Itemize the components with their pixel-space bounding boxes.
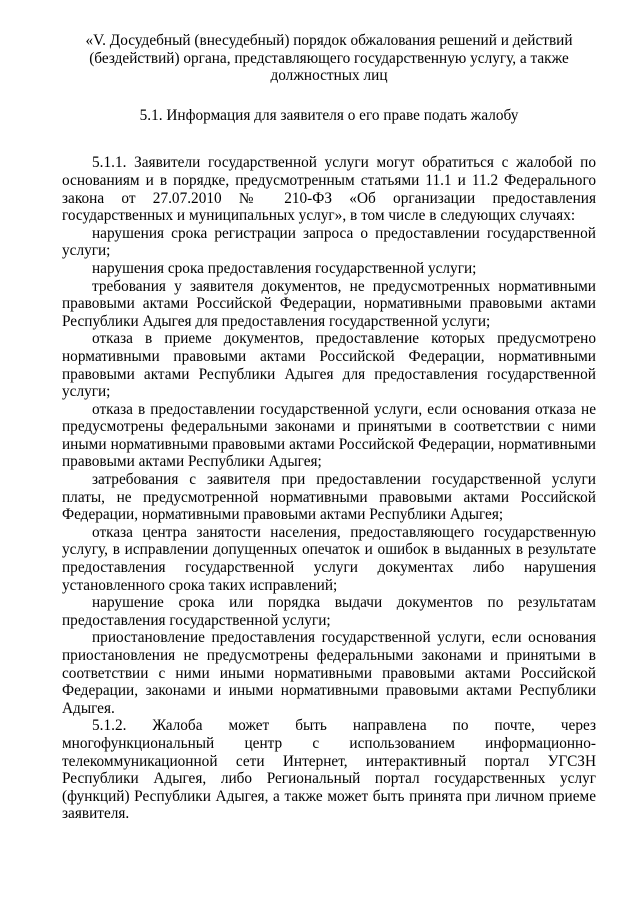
paragraph-5-1-1: 5.1.1. Заявители государственной услуги могут обратиться с жалобой по основаниям и в порядке, предусмотренным статьями 11.1 и 11.2 Федерального закона от 27.07.2010 № 210-ФЗ «Об организации предоставления государственных и муниципальных услуг», в том числе в следующих случаях: bbox=[62, 154, 596, 225]
list-item-refusal-of-service: отказа в предоставлении государственной услуги, если основания отказа не предусмотрены федеральными законами и принятыми в соответствии с ними иными нормативными правовыми актами Российской Федерации, нормативными правовыми актами Республики Адыгея; bbox=[62, 400, 596, 471]
list-item-service-deadline: нарушения срока предоставления государственной услуги; bbox=[92, 259, 477, 277]
list-item-suspension: приостановление предоставления государственной услуги, если основания приостановления не предусмотрены федеральными законами и принятыми в соответствии с ними иными нормативными правовыми актами Российской Федерации, законами и иными нормативными правовыми актами Республики Адыгея. bbox=[62, 629, 596, 717]
paragraph-5-1-2: 5.1.2. Жалоба может быть направлена по почте, через многофункциональный центр с использованием информационно-телекоммуникационной сети Интернет, интерактивный портал УГСЗН Республики Адыгея, либо Региональный портал государственных услуг (функций) Республики Адыгея, а также может быть принята при личном приеме заявителя. bbox=[62, 717, 596, 823]
document-page bbox=[62, 20, 596, 823]
list-item-registration-deadline: нарушения срока регистрации запроса о предоставлении государственной услуги; bbox=[62, 224, 596, 260]
list-item-demand-of-fee: затребования с заявителя при предоставлении государственной услуги платы, не предусмотренной нормативными правовыми актами Российской Федерации, нормативными правовыми актами Республики Адыгея; bbox=[62, 471, 596, 524]
list-item-issuance-violation: нарушение срока или порядка выдачи документов по результатам предоставления государственной услуги; bbox=[62, 594, 596, 629]
list-item-refusal-to-accept: отказа в приеме документов, предоставление которых предусмотрено нормативными правовыми актами Российской Федерации, нормативными правовыми актами Республики Адыгея для предоставления государственной услуги; bbox=[62, 330, 596, 401]
list-item-refusal-to-correct: отказа центра занятости населения, предоставляющего государственную услугу, в исправлении допущенных опечаток и ошибок в выданных в результате предоставления государственной услуги документах либо нарушения установленного срока таких исправлений; bbox=[62, 523, 596, 594]
section-title: «V. Досудебный (внесудебный) порядок обжалования решений и действий (бездействий) органа, представляющего государственную услугу, а также должностных лиц bbox=[85, 32, 573, 85]
list-item-extra-documents: требования у заявителя документов, не предусмотренных нормативными правовыми актами Российской Федерации, нормативными правовыми актами Республики Адыгея для предоставления государственной услуги; bbox=[62, 277, 596, 330]
subsection-title: 5.1. Информация для заявителя о его праве подать жалобу bbox=[139, 106, 519, 124]
document-body bbox=[62, 154, 596, 823]
